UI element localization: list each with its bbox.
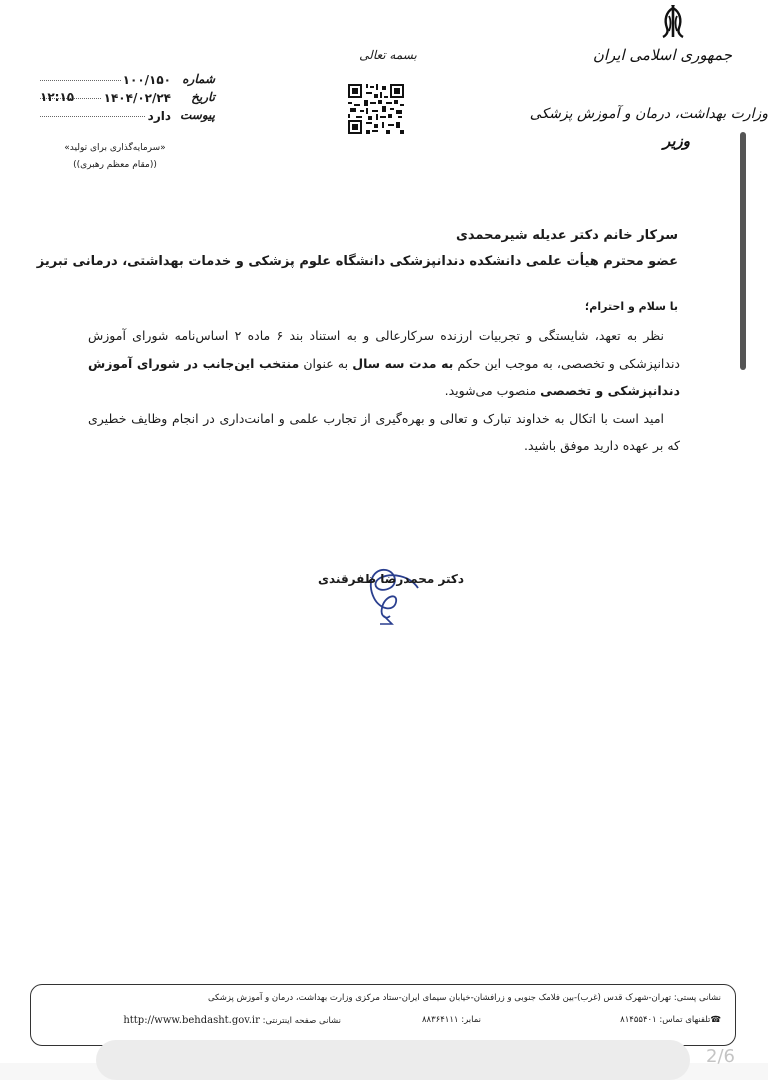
p1-part-e: منصوب می‌شوید. <box>444 383 541 398</box>
number-value: ۱۰۰/۱۵۰ <box>122 73 171 87</box>
addressee-name: سرکار خانم دکتر عدیله شیرمحمدی <box>455 228 678 243</box>
footer-url-link[interactable]: http://www.behdasht.gov.ir <box>123 1015 260 1026</box>
footer-contacts <box>45 1015 721 1031</box>
salutation: با سلام و احترام؛ <box>584 300 678 313</box>
p1-term-bold: به مدت سه سال <box>352 355 454 371</box>
body-paragraph-1 <box>88 322 680 405</box>
slogan-line1: «سرمایه‌گذاری برای تولید» <box>64 143 166 153</box>
vertical-scrollbar[interactable] <box>740 132 746 370</box>
date-value: ۱۴۰۴/۰۲/۲۴ <box>103 91 171 105</box>
invocation-text: بسمه تعالی <box>359 48 417 62</box>
viewer-toolbar[interactable] <box>96 1040 690 1080</box>
slogan-line2: ((مقام معظم رهبری)) <box>73 160 157 170</box>
p1-part-a: نظر به تعهد، شایستگی و تجربیات ارزنده سرکارعالی و به استناد بند ۶ ماده ۲ اساس‌نامه شورای آموزش دندانپزشکی و تخصصی، به موجب این حکم <box>88 328 680 371</box>
page-counter: 2/6 <box>706 1046 735 1067</box>
footer-fax: نمابر: ۸۸۳۶۴۱۱۱ <box>421 1015 481 1025</box>
letter-body <box>88 322 680 460</box>
footer-box <box>30 984 736 1046</box>
iran-emblem-icon <box>656 4 690 40</box>
qr-code-icon <box>348 84 404 134</box>
signature-scribble <box>340 558 430 638</box>
time-value: ۱۲:۱۵ <box>40 90 75 104</box>
ministry-name-text: وزارت بهداشت، درمان و آموزش پزشکی <box>529 106 768 122</box>
footer-web-label: نشانی صفحه اینترنتی: <box>262 1016 341 1026</box>
p1-part-c: به عنوان <box>299 355 353 371</box>
slogan <box>60 140 170 174</box>
p1-role-bold: منتخب این‌جانب در شورای آموزش دندانپزشکی و تخصصی <box>88 355 680 398</box>
signer-name: دکتر محمدرضا ظفرقندی <box>318 572 465 586</box>
number-row <box>40 72 215 90</box>
attachment-row <box>40 108 215 126</box>
number-label: شماره <box>182 72 215 86</box>
addressee-position: عضو محترم هیأت علمی دانشکده دندانپزشکی دانشگاه علوم پزشکی و خدمات بهداشتی، درمانی تبریز <box>36 254 678 269</box>
emblem-republic-text: جمهوری اسلامی ایران <box>592 46 732 64</box>
footer-phone-text: تلفنهای تماس: ۸۱۴۵۵۴۰۱ <box>620 1015 711 1025</box>
footer-website <box>123 1015 341 1026</box>
phone-icon: ☎ <box>710 1015 721 1025</box>
attachment-value: دارد <box>147 109 171 123</box>
footer-phone <box>620 1015 721 1025</box>
date-label: تاریخ <box>191 90 215 104</box>
footer-address: نشانی پستی: تهران-شهرک قدس (غرب)-بین فلامک جنوبی و زرافشان-خیابان سیمای ایران-ستاد مرکزی وزارت بهداشت، درمان و آموزش پزشکی <box>207 993 721 1003</box>
minister-title-text: وزیر <box>663 132 690 150</box>
body-paragraph-2: امید است با اتکال به خداوند تبارک و تعالی و بهره‌گیری از تجارب علمی و امانت‌داری در انجام وظایف خطیری که بر عهده دارید موفق باشید. <box>88 410 680 453</box>
attachment-label: پیوست <box>180 108 215 122</box>
